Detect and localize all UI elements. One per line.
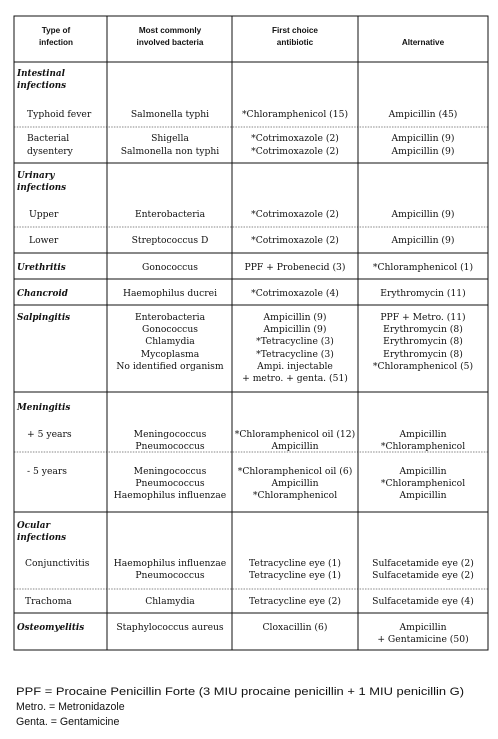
urethritis-bacteria: Gonococcus	[142, 262, 198, 273]
lower-alternative: Ampicillin (9)	[391, 235, 455, 246]
conjunctivitis-bacteria-1: Haemophilus influenzae	[113, 558, 227, 569]
men-over-bacteria-3: Haemophilus influenzae	[113, 490, 227, 501]
men-over-first-1: *Chloramphenicol oil (6)	[237, 466, 353, 477]
urethritis-alternative: *Chloramphenicol (1)	[372, 262, 474, 273]
salpingitis-bacteria-4: Mycoplasma	[140, 349, 200, 360]
footnote-metro: Metro. = Metronidazole	[16, 701, 125, 713]
section-ocular-line2: infections	[17, 533, 67, 543]
salpingitis-alt-3: Erythromycin (8)	[383, 336, 463, 347]
men-under-bacteria-2: Pneumococcus	[135, 441, 205, 452]
lower-first-choice: *Cotrimoxazole (2)	[251, 235, 339, 246]
urethritis-first-choice: PPF + Probenecid (3)	[244, 262, 346, 273]
osteomyelitis-alt-1: Ampicillin	[399, 622, 447, 633]
salpingitis-first-2: Ampicillin (9)	[263, 324, 327, 335]
header-bacteria-line2: involved bacteria	[136, 38, 204, 47]
dysentery-alt-line2: Ampicillin (9)	[391, 146, 455, 157]
dysentery-first-line1: *Cotrimoxazole (2)	[251, 133, 339, 144]
footnote-genta: Genta. = Gentamicine	[16, 716, 120, 728]
lower-type: Lower	[29, 235, 59, 246]
salpingitis-first-3: *Tetracycline (3)	[256, 336, 334, 347]
men-under-alt-2: *Chloramphenicol	[380, 441, 466, 452]
dysentery-bacteria-line2: Salmonella non typhi	[120, 146, 220, 157]
men-under-bacteria-1: Meningococcus	[133, 429, 207, 440]
typhoid-bacteria: Salmonella typhi	[130, 109, 210, 120]
salpingitis-alt-4: Erythromycin (8)	[383, 349, 463, 360]
conjunctivitis-alt-2: Sulfacetamide eye (2)	[372, 570, 474, 581]
osteomyelitis-bacteria: Staphylococcus aureus	[116, 622, 224, 633]
conjunctivitis-alt-1: Sulfacetamide eye (2)	[372, 558, 474, 569]
typhoid-type: Typhoid fever	[27, 109, 92, 120]
header-alternative: Alternative	[401, 38, 445, 47]
header-type-line2: infection	[38, 38, 74, 47]
men-over-first-3: *Chloramphenicol	[252, 490, 338, 501]
upper-bacteria: Enterobacteria	[134, 209, 206, 220]
dysentery-type-line2: dysentery	[27, 146, 73, 157]
section-urethritis: Urethritis	[17, 263, 66, 273]
upper-type: Upper	[29, 209, 59, 220]
men-under-type: + 5 years	[27, 429, 72, 440]
lower-bacteria: Streptococcus D	[131, 235, 209, 246]
salpingitis-bacteria-1: Enterobacteria	[134, 312, 206, 323]
trachoma-bacteria: Chlamydia	[145, 596, 195, 607]
salpingitis-first-1: Ampicillin (9)	[263, 312, 327, 323]
salpingitis-first-6: + metro. + genta. (51)	[242, 373, 348, 384]
men-under-alt-1: Ampicillin	[399, 429, 447, 440]
header-first-line1: First choice	[272, 26, 318, 35]
upper-alternative: Ampicillin (9)	[391, 209, 455, 220]
trachoma-type: Trachoma	[25, 596, 72, 607]
conjunctivitis-bacteria-2: Pneumococcus	[135, 570, 205, 581]
salpingitis-alt-5: *Chloramphenicol (5)	[372, 361, 474, 372]
trachoma-alternative: Sulfacetamide eye (4)	[372, 596, 474, 607]
conjunctivitis-first-1: Tetracycline eye (1)	[248, 558, 342, 569]
dysentery-first-line2: *Cotrimoxazole (2)	[251, 146, 339, 157]
footnote-ppf: PPF = Procaine Penicillin Forte (3 MIU procaine penicillin + 1 MIU penicillin G)	[16, 686, 464, 698]
section-urinary-line2: infections	[17, 183, 67, 193]
men-under-first-1: *Chloramphenicol oil (12)	[234, 429, 356, 440]
typhoid-first-choice: *Chloramphenicol (15)	[241, 109, 349, 120]
section-osteomyelitis: Osteomyelitis	[17, 623, 85, 633]
men-under-first-2: Ampicillin	[271, 441, 319, 452]
section-intestinal-line2: infections	[17, 81, 67, 91]
men-over-alt-1: Ampicillin	[399, 466, 447, 477]
osteomyelitis-alt-2: + Gentamicine (50)	[377, 634, 469, 645]
chancroid-bacteria: Haemophilus ducrei	[122, 288, 218, 299]
salpingitis-alt-2: Erythromycin (8)	[383, 324, 463, 335]
chancroid-first-choice: *Cotrimoxazole (4)	[251, 288, 339, 299]
section-chancroid: Chancroid	[17, 289, 68, 299]
section-meningitis: Meningitis	[17, 403, 71, 413]
conjunctivitis-type: Conjunctivitis	[25, 558, 90, 569]
salpingitis-bacteria-2: Gonococcus	[142, 324, 198, 335]
upper-first-choice: *Cotrimoxazole (2)	[251, 209, 339, 220]
header-bacteria-line1: Most commonly	[138, 26, 202, 35]
typhoid-alternative: Ampicillin (45)	[388, 109, 458, 120]
men-over-alt-2: *Chloramphenicol	[380, 478, 466, 489]
osteomyelitis-first-choice: Cloxacillin (6)	[262, 622, 328, 633]
dysentery-type-line1: Bacterial	[27, 133, 70, 144]
section-salpingitis: Salpingitis	[17, 313, 71, 323]
salpingitis-alt-1: PPF + Metro. (11)	[380, 312, 466, 323]
salpingitis-first-5: Ampi. injectable	[257, 361, 333, 372]
section-intestinal-line1: Intestinal	[17, 69, 65, 79]
salpingitis-first-4: *Tetracycline (3)	[256, 349, 334, 360]
salpingitis-bacteria-3: Chlamydia	[145, 336, 195, 347]
men-over-bacteria-2: Pneumococcus	[135, 478, 205, 489]
men-over-first-2: Ampicillin	[271, 478, 319, 489]
header-type-line1: Type of	[41, 26, 71, 35]
trachoma-first-choice: Tetracycline eye (2)	[248, 596, 342, 607]
dysentery-bacteria-line1: Shigella	[151, 133, 189, 144]
section-ocular-line1: Ocular	[17, 521, 51, 531]
section-urinary-line1: Urinary	[17, 171, 55, 181]
dysentery-alt-line1: Ampicillin (9)	[391, 133, 455, 144]
men-over-alt-3: Ampicillin	[399, 490, 447, 501]
men-over-type: - 5 years	[27, 466, 68, 477]
salpingitis-bacteria-5: No identified organism	[116, 361, 224, 372]
chancroid-alternative: Erythromycin (11)	[380, 288, 466, 299]
header-first-line2: antibiotic	[276, 38, 314, 47]
conjunctivitis-first-2: Tetracycline eye (1)	[248, 570, 342, 581]
men-over-bacteria-1: Meningococcus	[133, 466, 207, 477]
